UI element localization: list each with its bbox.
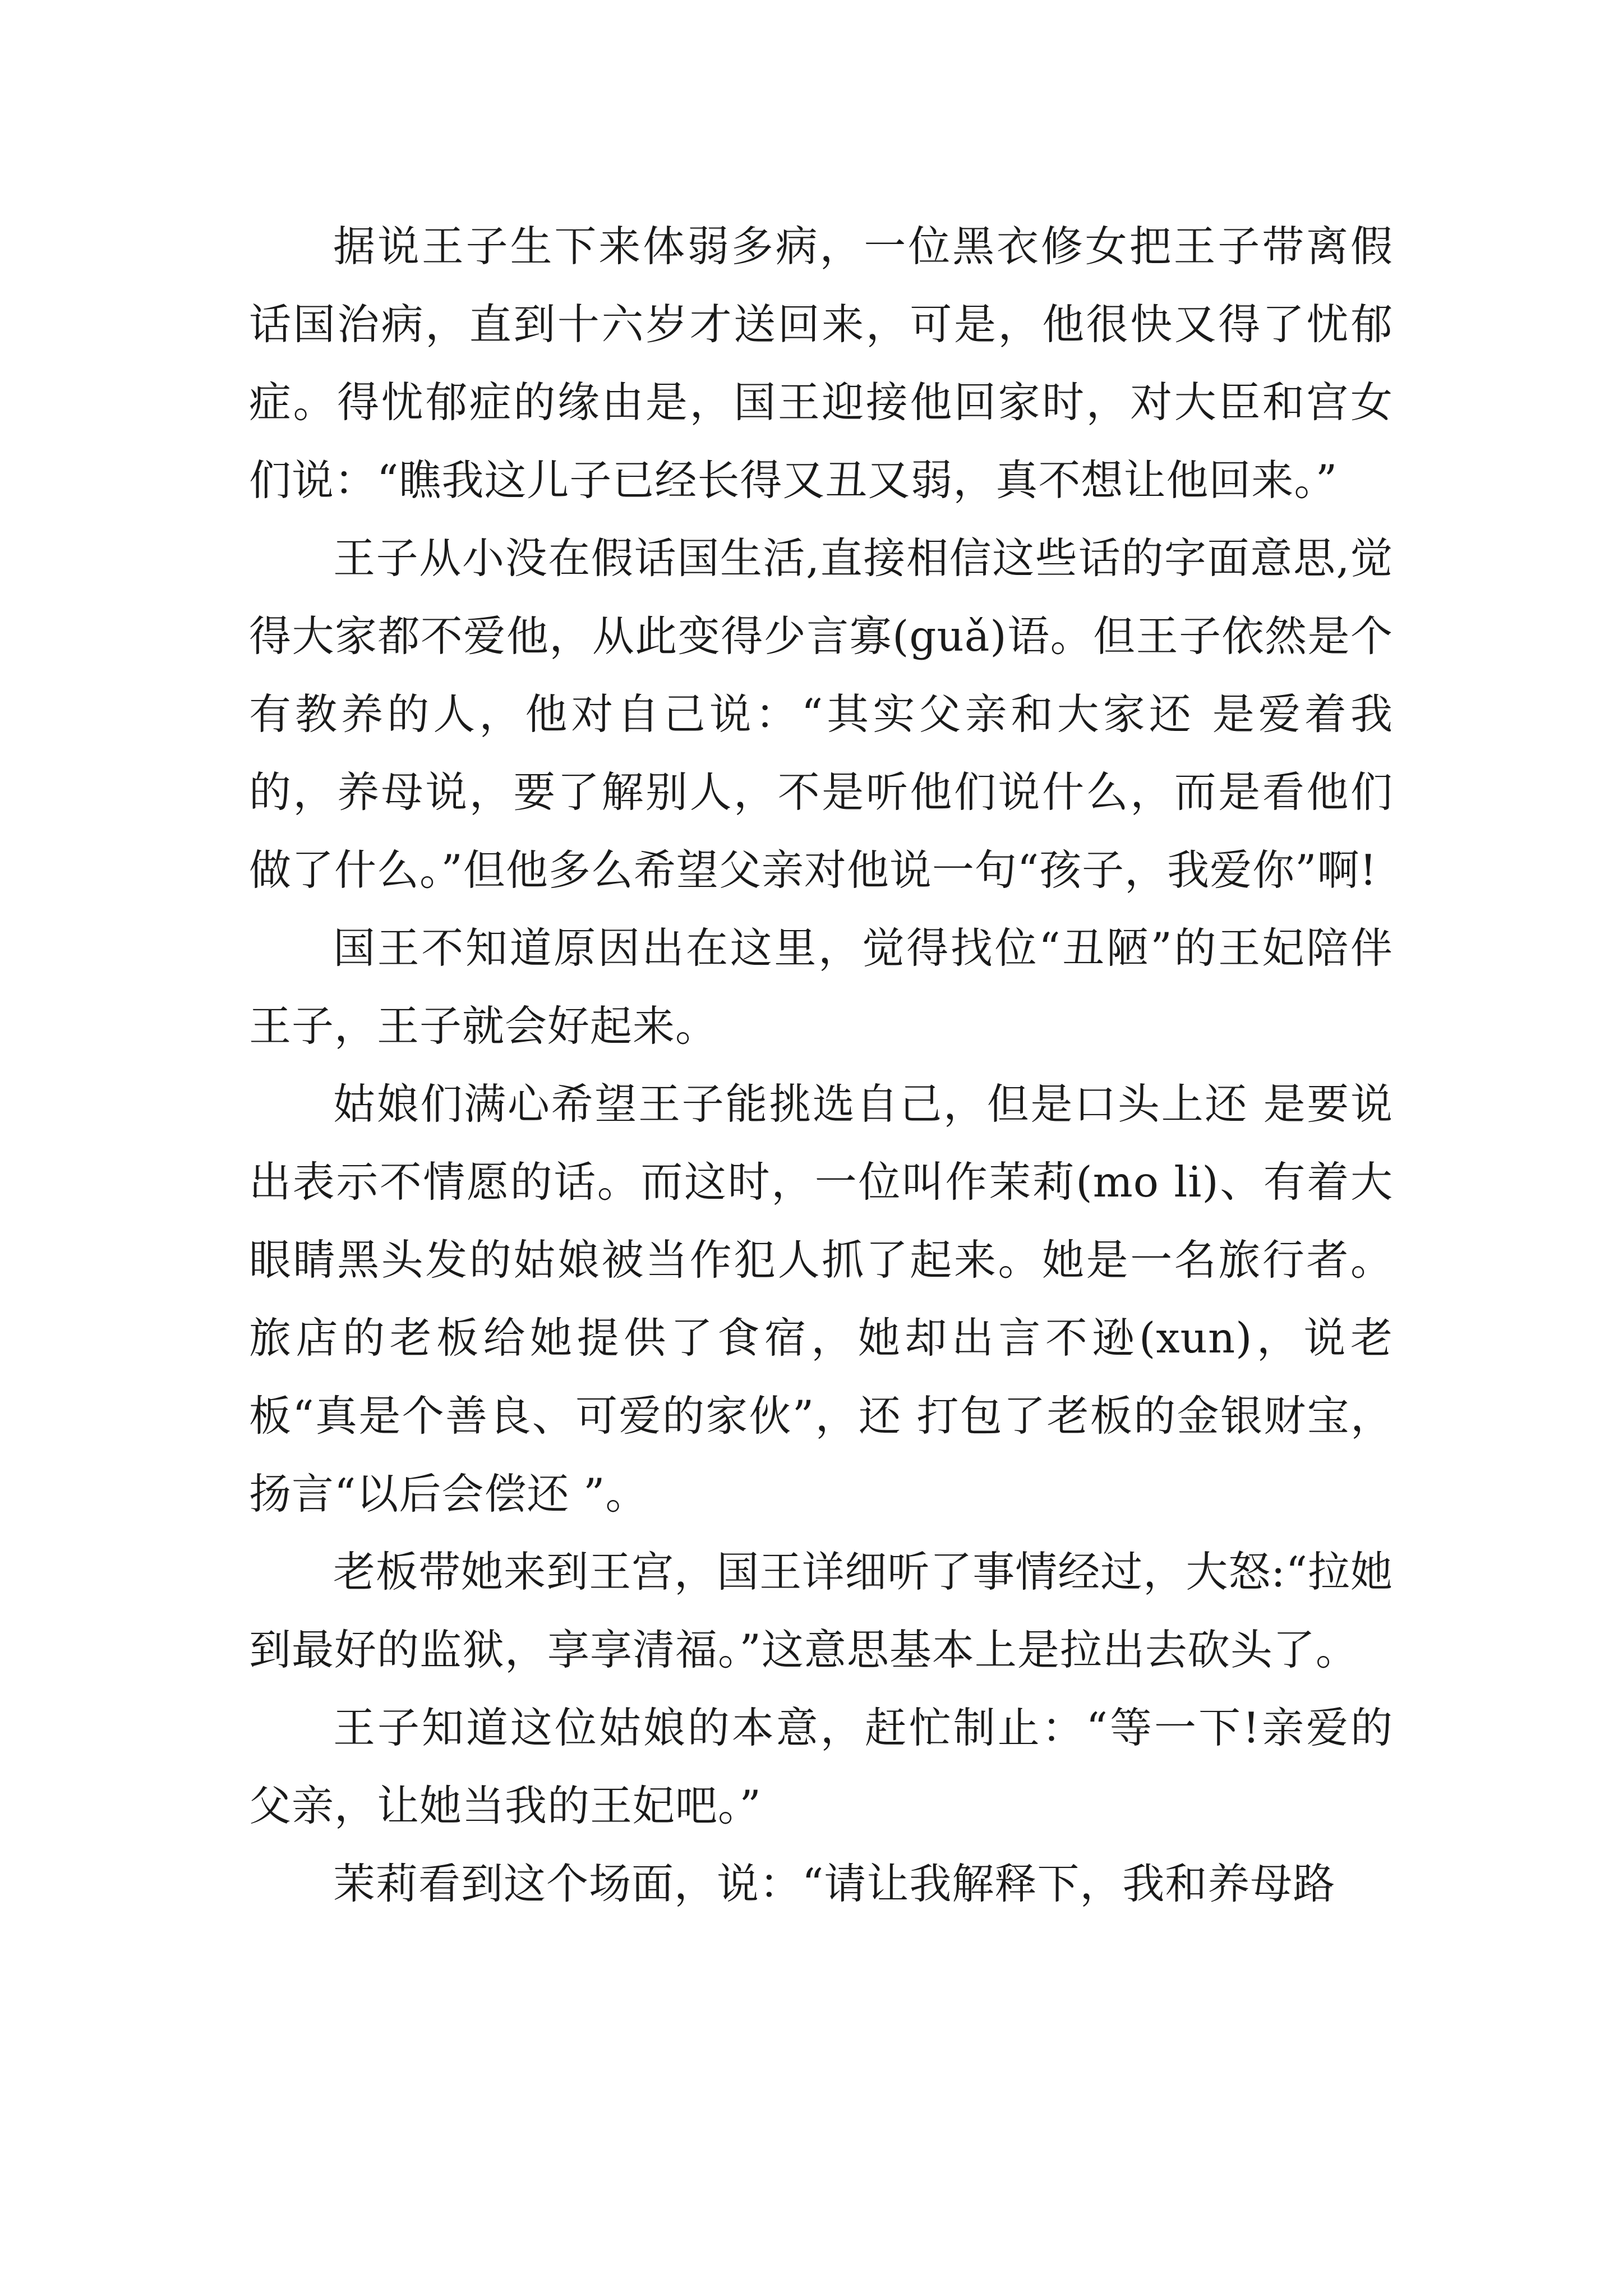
paragraph: 据说王子生下来体弱多病，一位黑衣修女把王子带离假话国治病，直到十六岁才送回来，可是，他很快又得了忧郁症。得忧郁症的缘由是，国王迎接他回家时，对大臣和宫女们说：“瞧我这儿子已经长得又丑又弱，真不想让他回来。”	[249, 222, 1393, 505]
paragraph: 王子从小没在假话国生活,直接相信这些话的字面意思,觉得大家都不爱他，从此变得少言寡(guǎ)语。但王子依然是个有教养的人，他对自己说：“其实父亲和大家还 是爱着我的，养母说，要了解别人，不是听他们说什么，而是看他们做了什么。”但他多么希望父亲对他说一句“孩子，我爱你”啊!	[249, 533, 1393, 895]
document-body	[249, 208, 1393, 1923]
paragraph: 茉莉看到这个场面，说：“请让我解释下，我和养母路	[333, 1859, 1336, 1908]
paragraph: 老板带她来到王宫，国王详细听了事情经过，大怒:“拉她到最好的监狱，享享清福。”这意思基本上是拉出去砍头了。	[249, 1547, 1393, 1674]
paragraph: 王子知道这位姑娘的本意，赶忙制止：“等一下!亲爱的父亲，让她当我的王妃吧。”	[249, 1703, 1393, 1830]
paragraph: 国王不知道原因出在这里，觉得找位“丑陋”的王妃陪伴王子，王子就会好起来。	[249, 923, 1393, 1051]
paragraph: 姑娘们满心希望王子能挑选自己，但是口头上还 是要说出表示不情愿的话。而这时，一位叫作茉莉(mo li)、有着大眼睛黑头发的姑娘被当作犯人抓了起来。她是一名旅行者。旅店的老板给她提供了食宿，她却出言不逊(xun)，说老板“真是个善良、可爱的家伙”，还 打包了老板的金银财宝，扬言“以后会偿还 ”。	[249, 1079, 1393, 1519]
